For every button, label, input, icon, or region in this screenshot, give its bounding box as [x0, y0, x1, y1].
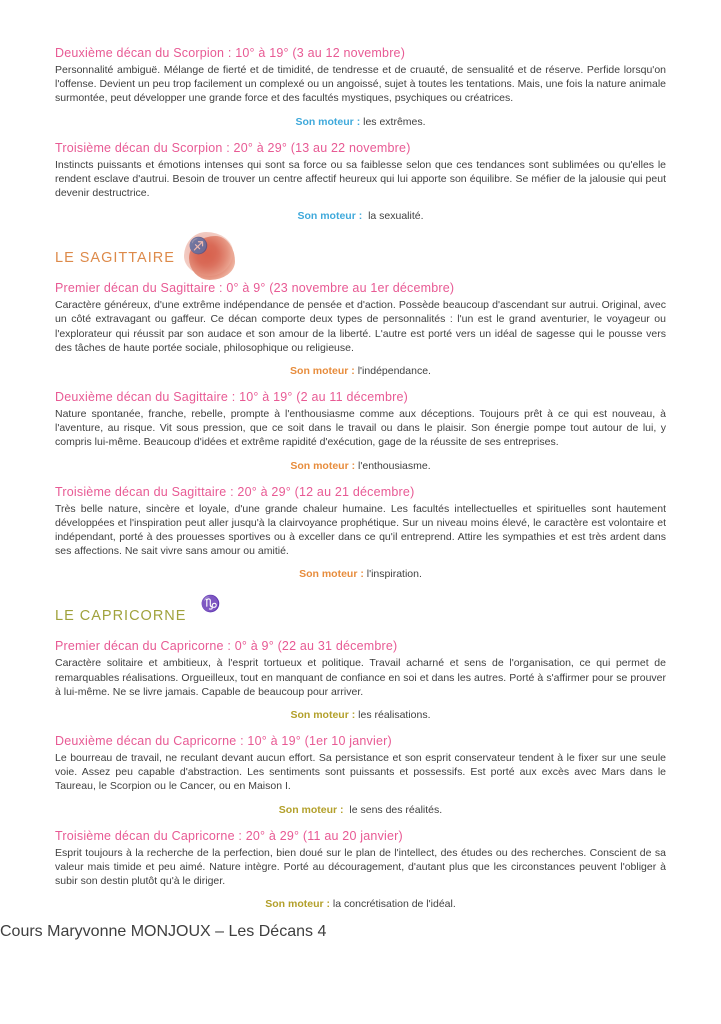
- moteur-line: [55, 364, 666, 378]
- decan-capricorne-1: [55, 639, 666, 722]
- decan-heading: Premier décan du Capricorne : 0° à 9° (22 au 31 décembre): [55, 639, 398, 654]
- moteur-label: Son moteur :: [290, 365, 355, 378]
- decan-heading: Premier décan du Sagittaire : 0° à 9° (23 novembre au 1er décembre): [55, 281, 455, 296]
- decan-body: Nature spontanée, franche, rebelle, prompte à l'enthousiasme comme aux déceptions. Toujours prêt à ce qui est nouveau, à l'aventure, au risque. Vit sous pression, que ce soit dans le travail ou dans le plaisir. Son énergie pompe tout autour de lui, y compris lui-même. Beaucoup d'idées et extrême rapidité d'exécution, gage de la réussite de ses entreprises.: [55, 408, 666, 449]
- moteur-line: [55, 897, 666, 911]
- moteur-line: [55, 708, 666, 722]
- moteur-line: [55, 567, 666, 581]
- moteur-value: les extrêmes.: [363, 115, 426, 128]
- sign-header-sagittaire: [55, 235, 666, 281]
- decan-heading: Deuxième décan du Sagittaire : 10° à 19° (2 au 11 décembre): [55, 390, 409, 405]
- decan-scorpion-2: [55, 46, 666, 129]
- capricorn-symbol-icon: ♑: [200, 596, 221, 614]
- moteur-value: le sens des réalités.: [349, 803, 443, 816]
- page-number: 4: [317, 923, 327, 941]
- page-footer: [0, 923, 721, 941]
- moteur-line: [55, 803, 666, 817]
- moteur-label: Son moteur :: [278, 803, 344, 816]
- moteur-value: la sexualité.: [368, 210, 424, 223]
- decan-heading: Deuxième décan du Capricorne : 10° à 19° (1er 10 janvier): [55, 734, 392, 749]
- decan-heading: Troisième décan du Sagittaire : 20° à 29° (12 au 21 décembre): [55, 484, 415, 499]
- decan-body: Très belle nature, sincère et loyale, d'une grande chaleur humaine. Les facultés intellectuelles et spirituelles sont hautement développées et l'inspiration peut aller jusqu'à la clairvoyance prophétique. Sur un niveau moins élevé, le caractère est volontaire et indépendant, porté à des prouesses sportives ou à exceller dans ce qu'il entreprend. Attire les sympathies et est très ardent dans ses affections. Ne sait vivre sans amour ou amitié.: [55, 502, 666, 558]
- decan-heading: Troisième décan du Scorpion : 20° à 29° (13 au 22 novembre): [55, 140, 411, 155]
- decan-sagittaire-3: [55, 485, 666, 582]
- sign-title-capricorne: LE CAPRICORNE: [55, 608, 187, 625]
- moteur-label: Son moteur :: [290, 459, 356, 472]
- moteur-label: Son moteur :: [265, 898, 330, 911]
- decan-body: Esprit toujours à la recherche de la perfection, bien doué sur le plan de l'intellect, des études ou des recherches. Conscient de sa valeur mais timide et peu aimé. Nature intègre. Porté au découragement, d'autant plus que les circonstances peuvent l'obliger à subir son destin plutôt qu'à le diriger.: [55, 846, 666, 888]
- moteur-label: Son moteur :: [295, 115, 361, 128]
- decan-capricorne-2: [55, 734, 666, 817]
- capricorn-watercolor-icon: [200, 594, 246, 638]
- moteur-label: Son moteur :: [299, 568, 364, 581]
- decan-scorpion-3: [55, 141, 666, 224]
- decan-heading: Deuxième décan du Scorpion : 10° à 19° (3 au 12 novembre): [55, 46, 406, 60]
- footer-credit: Cours Maryvonne MONJOUX – Les Décans: [0, 923, 313, 941]
- decan-sagittaire-2: [55, 390, 666, 473]
- decan-body: Personnalité ambiguë. Mélange de fierté et de timidité, de tendresse et de cruauté, de sensualité et de réserve. Perfide lorsqu'on l'offense. Devient un peu trop facilement un complexé ou un angoissé, sujet à toutes les tentations. Mais, une fois la nature animale surmontée, peut développer une grande force et des facultés mystiques, psychiques ou créatrices.: [55, 64, 666, 105]
- moteur-value: les réalisations.: [358, 709, 431, 722]
- decan-body: Caractère généreux, d'une extrême indépendance de pensée et d'action. Possède beaucoup d'ascendant sur autrui. Original, avec un côté extravagant ou gaffeur. Ce décan comporte deux types de personnalités : l'un est le grand aventurier, le voyageur ou l'explorateur qui réussit par son audace et son amour de la liberté. L'autre est porté vers un idéal de sagesse qui le pousse vers des tâches de haute portée sociale, philosophique ou religieuse.: [55, 299, 666, 354]
- decan-sagittaire-1: [55, 281, 666, 378]
- sagittarius-watercolor-icon: [189, 236, 235, 280]
- moteur-label: Son moteur :: [297, 210, 363, 223]
- moteur-value: la concrétisation de l'idéal.: [332, 898, 456, 911]
- moteur-line: [55, 209, 666, 223]
- moteur-value: l'inspiration.: [366, 568, 422, 581]
- decan-body: Instincts puissants et émotions intenses qui sont sa force ou sa faiblesse selon que ces tendances sont sublimées ou qu'elles le rendent esclave d'autrui. Besoin de trouver un centre affectif heureux qui lui apporte son équilibre. Se méfier de la jalousie qui peut devenir destructrice.: [55, 158, 666, 200]
- decan-capricorne-3: [55, 829, 666, 912]
- decan-heading: Troisième décan du Capricorne : 20° à 29° (11 au 20 janvier): [55, 828, 403, 843]
- moteur-line: [55, 115, 666, 129]
- sign-title-sagittaire: LE SAGITTAIRE: [55, 250, 175, 267]
- moteur-line: [55, 459, 666, 473]
- moteur-value: l'indépendance.: [357, 365, 431, 378]
- sagittarius-symbol-icon: ♐: [188, 238, 209, 256]
- moteur-label: Son moteur :: [290, 709, 356, 722]
- sign-header-capricorne: [55, 593, 666, 639]
- moteur-value: l'enthousiasme.: [358, 459, 431, 472]
- decan-body: Le bourreau de travail, ne reculant devant aucun effort. Sa persistance et son esprit conservateur tendent à le fixer sur une seule voie. Assez peu capable d'abstraction. Les sentiments sont puissants et possessifs. Est porté aux excès avec Mars dans le Taureau, le Scorpion ou le Cancer, ou en Maison I.: [55, 752, 666, 793]
- decan-body: Caractère solitaire et ambitieux, à l'esprit tortueux et politique. Travail acharné et sens de l'organisation, ce qui permet de remarquables réalisations. Orgueilleux, tout en manquant de confiance en soi et dans les autres. Porté à s'affirmer pour se prouver à lui-même. Ne se livre jamais. Capable de beaucoup pour arriver.: [55, 657, 666, 698]
